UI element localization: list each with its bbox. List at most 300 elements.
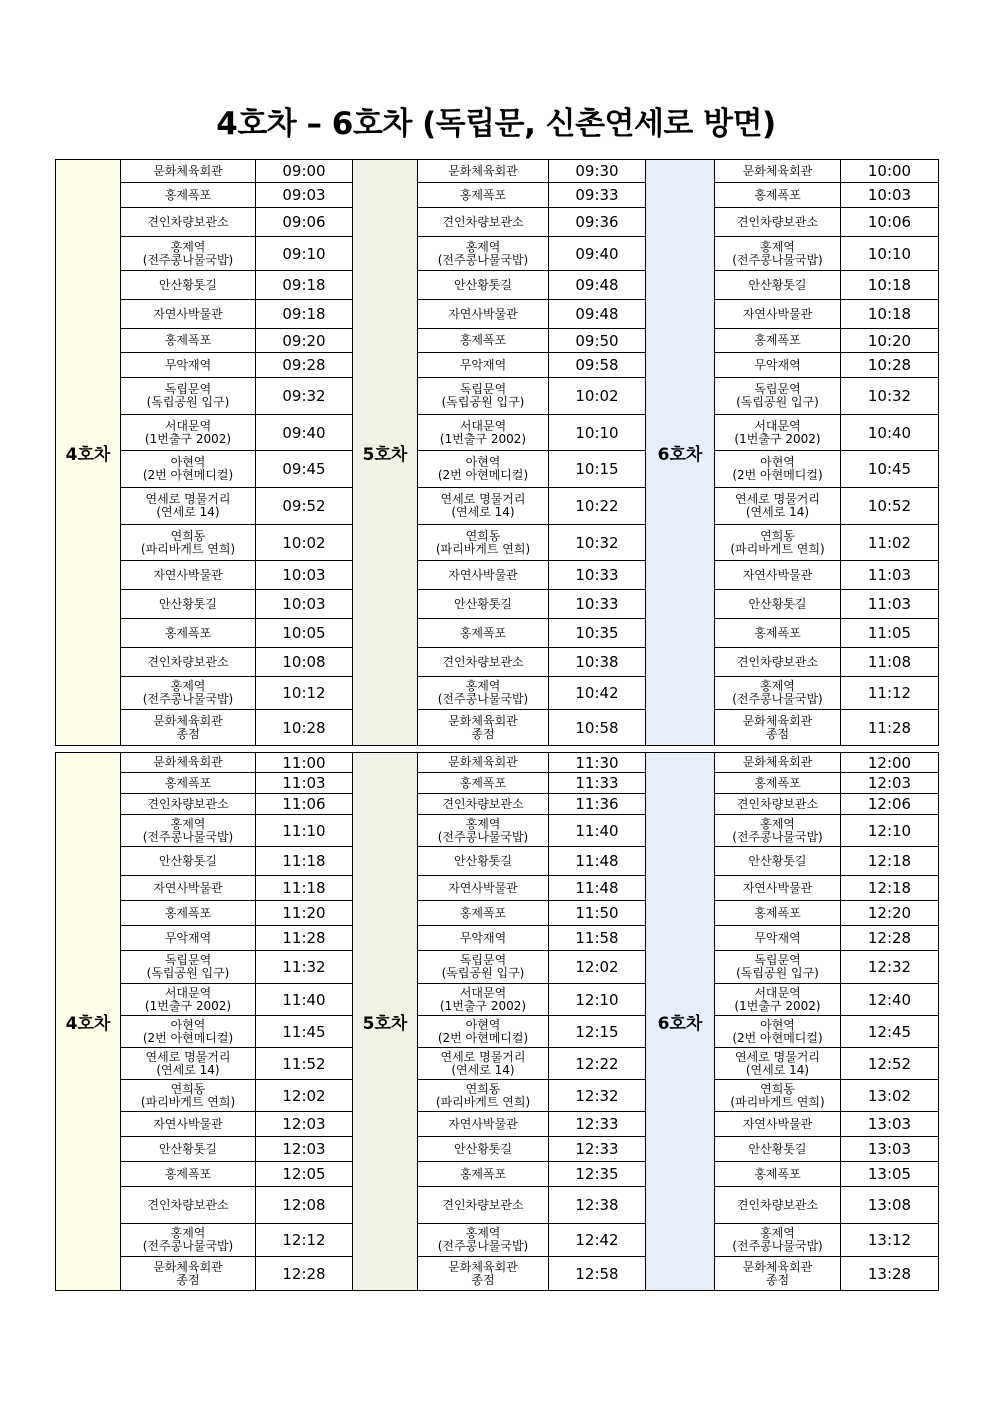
- departure-time: 12:58: [549, 1257, 646, 1291]
- stop-name: [121, 488, 256, 525]
- stop-detail-line: (전주콩나물국밥): [142, 692, 234, 706]
- table-row: [56, 415, 939, 451]
- stop-detail-line: (전주콩나물국밥): [437, 252, 529, 267]
- stop-name-line: 연희동: [760, 1081, 795, 1096]
- stop-name: [418, 753, 549, 773]
- stop-name-line: 연세로 명물거리: [440, 492, 526, 506]
- departure-time: 12:15: [549, 1016, 646, 1048]
- table-row: [56, 300, 939, 329]
- stop-name-line: 연세로 명물거리: [145, 492, 231, 506]
- stop-detail-line: (1번출구 2002): [734, 431, 821, 446]
- stop-name: [121, 300, 256, 329]
- stop-name-line: 아현역: [760, 1017, 795, 1032]
- stop-name-line: 연세로 명물거리: [145, 1049, 231, 1064]
- stop-name-line: 연희동: [170, 1081, 206, 1096]
- departure-time: 12:28: [841, 926, 939, 951]
- stop-name-line: 문화체육회관: [448, 1259, 518, 1274]
- stop-detail-line: (독립공원 입구): [146, 966, 230, 980]
- stop-name-line: 홍제폭포: [164, 1166, 212, 1181]
- departure-time: 09:58: [549, 353, 646, 378]
- table-row: [56, 753, 939, 773]
- stop-name: [121, 183, 256, 208]
- stop-name-line: 안산황톳길: [454, 277, 512, 292]
- stop-detail-line: (전주콩나물국밥): [437, 829, 529, 844]
- stop-name-line: 견인차량보관소: [736, 654, 819, 669]
- departure-time: 10:06: [841, 208, 939, 237]
- stop-name-line: 견인차량보관소: [147, 796, 229, 811]
- stop-name: [418, 773, 549, 794]
- departure-time: 10:42: [549, 677, 646, 710]
- stop-detail-line: (1번출구 2002): [144, 998, 232, 1013]
- stop-name: [121, 847, 256, 876]
- stop-name: [715, 773, 841, 794]
- stop-detail-line: 종점: [176, 1272, 200, 1287]
- stop-name: [418, 237, 549, 271]
- stop-name-line: 견인차량보관소: [147, 654, 229, 669]
- stop-name: [418, 677, 549, 710]
- stop-detail-line: (파리바게트 연희): [730, 1094, 825, 1109]
- stop-name-line: 홍제폭포: [164, 905, 212, 920]
- table-row: [56, 951, 939, 984]
- bus-label: 5호차: [353, 160, 418, 746]
- stop-name-line: 문화체육회관: [742, 755, 813, 769]
- departure-time: 12:52: [841, 1048, 939, 1080]
- stop-name-line: 무악재역: [754, 357, 801, 372]
- stop-detail-line: (전주콩나물국밥): [732, 252, 823, 267]
- stop-name-line: 아현역: [465, 455, 501, 469]
- stop-name: [715, 271, 841, 300]
- table-row: [56, 1048, 939, 1080]
- stop-detail-line: 종점: [471, 1272, 495, 1287]
- stop-name: [715, 488, 841, 525]
- stop-name: [121, 619, 256, 648]
- stop-name-line: 무악재역: [164, 930, 212, 945]
- departure-time: 12:33: [549, 1137, 646, 1162]
- stop-name-line: 연희동: [760, 528, 795, 543]
- stop-name: [121, 876, 256, 901]
- stop-detail-line: (1번출구 2002): [439, 431, 527, 446]
- stop-name: [418, 561, 549, 590]
- departure-time: 10:28: [256, 710, 353, 746]
- stop-name: [715, 847, 841, 876]
- stop-name: [715, 1187, 841, 1224]
- table-row: [56, 590, 939, 619]
- stop-name: [715, 1257, 841, 1291]
- stop-name: [715, 926, 841, 951]
- stop-detail-line: (파리바게트 연희): [140, 1094, 236, 1109]
- stop-name-line: 자연사박물관: [448, 1116, 518, 1131]
- stop-name: [121, 378, 256, 415]
- departure-time: 09:33: [549, 183, 646, 208]
- stop-name: [418, 815, 549, 847]
- departure-time: 10:18: [841, 300, 939, 329]
- stop-name-line: 무악재역: [754, 930, 801, 945]
- stop-name-line: 독립문역: [164, 382, 212, 396]
- departure-time: 10:28: [841, 353, 939, 378]
- table-row: [56, 160, 939, 183]
- departure-time: 09:40: [549, 237, 646, 271]
- departure-time: 12:42: [549, 1224, 646, 1257]
- stop-name: [715, 815, 841, 847]
- departure-time: 12:45: [841, 1016, 939, 1048]
- stop-name-line: 견인차량보관소: [736, 796, 819, 811]
- table-row: [56, 525, 939, 561]
- stop-name: [715, 237, 841, 271]
- stop-name-line: 안산황톳길: [748, 853, 807, 868]
- table-row: [56, 1257, 939, 1291]
- departure-time: 11:28: [256, 926, 353, 951]
- stop-name-line: 홍제역: [170, 816, 206, 831]
- departure-time: 12:06: [841, 794, 939, 815]
- stop-name: [121, 1162, 256, 1187]
- table-row: [56, 378, 939, 415]
- stop-name-line: 안산황톳길: [159, 853, 217, 868]
- stop-name-line: 서대문역: [754, 418, 801, 433]
- stop-name: [121, 1080, 256, 1112]
- stop-name: [418, 876, 549, 901]
- stop-name: [121, 271, 256, 300]
- stop-name: [418, 648, 549, 677]
- stop-name: [418, 1224, 549, 1257]
- stop-name-line: 서대문역: [754, 985, 801, 1000]
- departure-time: 09:28: [256, 353, 353, 378]
- stop-name: [418, 1257, 549, 1291]
- departure-time: 12:00: [841, 753, 939, 773]
- stop-name-line: 홍제폭포: [459, 187, 507, 202]
- departure-time: 10:12: [256, 677, 353, 710]
- stop-name-line: 아현역: [760, 455, 795, 469]
- stop-name: [715, 451, 841, 488]
- stop-name: [121, 1016, 256, 1048]
- departure-time: 12:32: [549, 1080, 646, 1112]
- departure-time: 11:10: [256, 815, 353, 847]
- stop-name: [715, 590, 841, 619]
- stop-name-line: 홍제역: [760, 679, 795, 693]
- stop-name: [418, 1112, 549, 1137]
- stop-name: [121, 648, 256, 677]
- departure-time: 12:28: [256, 1257, 353, 1291]
- departure-time: 10:18: [841, 271, 939, 300]
- stop-name-line: 문화체육회관: [742, 713, 813, 728]
- stop-name-line: 문화체육회관: [448, 755, 518, 769]
- table-row: [56, 794, 939, 815]
- stop-name-line: 홍제폭포: [164, 187, 212, 202]
- table-row: [56, 1187, 939, 1224]
- stop-name: [121, 951, 256, 984]
- table-row: [56, 488, 939, 525]
- stop-detail-line: (독립공원 입구): [441, 966, 525, 980]
- departure-time: 10:02: [256, 525, 353, 561]
- departure-time: 10:10: [841, 237, 939, 271]
- departure-time: 12:38: [549, 1187, 646, 1224]
- stop-name: [715, 329, 841, 353]
- stop-name-line: 연세로 명물거리: [440, 1049, 526, 1064]
- stop-name-line: 문화체육회관: [153, 1259, 223, 1274]
- departure-time: 11:30: [549, 753, 646, 773]
- stop-name: [418, 415, 549, 451]
- stop-name-line: 서대문역: [164, 418, 212, 433]
- stop-detail-line: (2번 아현메디컬): [732, 1030, 823, 1045]
- stop-detail-line: (2번 아현메디컬): [437, 1030, 529, 1045]
- departure-time: 13:03: [841, 1137, 939, 1162]
- stop-name-line: 독립문역: [459, 382, 507, 396]
- stop-name-line: 홍제폭포: [754, 187, 801, 202]
- stop-name: [418, 451, 549, 488]
- stop-detail-line: (전주콩나물국밥): [142, 1239, 234, 1253]
- departure-time: 12:22: [549, 1048, 646, 1080]
- departure-time: 11:32: [256, 951, 353, 984]
- stop-detail-line: (연세로 14): [745, 505, 810, 519]
- stop-name: [715, 1112, 841, 1137]
- stop-name-line: 독립문역: [754, 953, 801, 967]
- stop-name: [715, 901, 841, 926]
- stop-detail-line: 종점: [765, 726, 790, 741]
- departure-time: 11:45: [256, 1016, 353, 1048]
- stop-name-line: 연희동: [465, 1081, 501, 1096]
- stop-name: [715, 525, 841, 561]
- stop-name-line: 홍제역: [760, 1226, 795, 1240]
- table-row: [56, 876, 939, 901]
- stop-name-line: 홍제역: [760, 816, 795, 831]
- departure-time: 12:03: [256, 1137, 353, 1162]
- departure-time: 10:33: [549, 590, 646, 619]
- departure-time: 11:36: [549, 794, 646, 815]
- table-row: [56, 901, 939, 926]
- departure-time: 11:06: [256, 794, 353, 815]
- departure-time: 09:06: [256, 208, 353, 237]
- stop-name: [418, 926, 549, 951]
- stop-name-line: 무악재역: [164, 357, 212, 372]
- stop-name-line: 홍제폭포: [754, 333, 801, 347]
- stop-name: [715, 1137, 841, 1162]
- stop-name-line: 자연사박물관: [153, 1116, 223, 1131]
- stop-name-line: 서대문역: [459, 418, 507, 433]
- stop-name: [121, 1187, 256, 1224]
- stop-name-line: 견인차량보관소: [442, 1197, 524, 1212]
- stop-name: [121, 1137, 256, 1162]
- stop-name: [418, 847, 549, 876]
- stop-name: [121, 415, 256, 451]
- stop-name: [418, 1016, 549, 1048]
- stop-detail-line: (연세로 14): [451, 1062, 515, 1077]
- stop-name-line: 문화체육회관: [153, 713, 223, 728]
- stop-detail-line: 종점: [471, 726, 495, 741]
- departure-time: 11:02: [841, 525, 939, 561]
- departure-time: 09:03: [256, 183, 353, 208]
- page-title: 4호차 – 6호차 (독립문, 신촌연세로 방면): [216, 106, 776, 142]
- stop-name: [121, 208, 256, 237]
- stop-name: [418, 183, 549, 208]
- stop-name-line: 견인차량보관소: [736, 214, 819, 229]
- stop-detail-line: (전주콩나물국밥): [732, 1239, 823, 1253]
- departure-time: 11:20: [256, 901, 353, 926]
- bus-label: 6호차: [646, 160, 715, 746]
- stop-name: [418, 1162, 549, 1187]
- stop-name-line: 서대문역: [164, 985, 212, 1000]
- departure-time: 09:36: [549, 208, 646, 237]
- departure-time: 12:03: [841, 773, 939, 794]
- departure-time: 09:45: [256, 451, 353, 488]
- stop-name: [121, 1224, 256, 1257]
- stop-name: [418, 1137, 549, 1162]
- table-row: [56, 561, 939, 590]
- stop-name-line: 독립문역: [754, 382, 801, 396]
- stop-name: [715, 1080, 841, 1112]
- stop-detail-line: (파리바게트 연희): [435, 541, 531, 556]
- schedule-table-morning: [55, 159, 939, 746]
- departure-time: 10:32: [841, 378, 939, 415]
- stop-name: [121, 794, 256, 815]
- stop-name: [715, 619, 841, 648]
- departure-time: 10:52: [841, 488, 939, 525]
- stop-name: [715, 1224, 841, 1257]
- table-row: [56, 648, 939, 677]
- departure-time: 10:00: [841, 160, 939, 183]
- departure-time: 10:45: [841, 451, 939, 488]
- stop-name-line: 홍제폭포: [459, 905, 507, 920]
- departure-time: 11:05: [841, 619, 939, 648]
- stop-name-line: 홍제역: [170, 239, 206, 254]
- stop-name-line: 견인차량보관소: [442, 214, 524, 229]
- stop-name-line: 홍제역: [465, 1226, 501, 1240]
- departure-time: 11:08: [841, 648, 939, 677]
- stop-detail-line: (전주콩나물국밥): [732, 829, 823, 844]
- departure-time: 10:15: [549, 451, 646, 488]
- stop-name-line: 안산황톳길: [159, 596, 217, 611]
- table-row: [56, 329, 939, 353]
- stop-name: [715, 1048, 841, 1080]
- stop-name-line: 문화체육회관: [153, 163, 223, 178]
- departure-time: 13:05: [841, 1162, 939, 1187]
- stop-detail-line: (전주콩나물국밥): [437, 1239, 529, 1253]
- departure-time: 09:32: [256, 378, 353, 415]
- stop-name-line: 자연사박물관: [742, 880, 813, 895]
- stop-name: [715, 951, 841, 984]
- stop-name-line: 무악재역: [459, 357, 507, 372]
- departure-time: 10:10: [549, 415, 646, 451]
- departure-time: 09:20: [256, 329, 353, 353]
- stop-name: [715, 677, 841, 710]
- stop-name: [715, 353, 841, 378]
- stop-detail-line: (파리바게트 연희): [140, 541, 236, 556]
- bus-label: 4호차: [56, 753, 121, 1291]
- bus-label: 6호차: [646, 753, 715, 1291]
- stop-name: [715, 984, 841, 1016]
- stop-name-line: 자연사박물관: [448, 306, 518, 321]
- departure-time: 12:33: [549, 1112, 646, 1137]
- stop-detail-line: (2번 아현메디컬): [437, 468, 529, 482]
- departure-time: 11:00: [256, 753, 353, 773]
- stop-name: [715, 378, 841, 415]
- departure-time: 12:10: [549, 984, 646, 1016]
- stop-name-line: 홍제폭포: [754, 905, 801, 920]
- stop-detail-line: (독립공원 입구): [146, 395, 230, 409]
- departure-time: 09:48: [549, 300, 646, 329]
- stop-name-line: 안산황톳길: [159, 1141, 217, 1156]
- stop-name: [715, 1162, 841, 1187]
- stop-name-line: 자연사박물관: [742, 1116, 813, 1131]
- table-row: [56, 773, 939, 794]
- departure-time: 12:03: [256, 1112, 353, 1137]
- departure-time: 12:08: [256, 1187, 353, 1224]
- stop-detail-line: (연세로 14): [156, 1062, 220, 1077]
- stop-name: [121, 561, 256, 590]
- stop-detail-line: (1번출구 2002): [144, 431, 232, 446]
- stop-name-line: 아현역: [170, 1017, 206, 1032]
- stop-detail-line: (파리바게트 연희): [435, 1094, 531, 1109]
- stop-name: [418, 984, 549, 1016]
- stop-name-line: 안산황톳길: [454, 853, 512, 868]
- departure-time: 10:03: [256, 590, 353, 619]
- stop-name-line: 자연사박물관: [448, 567, 518, 582]
- stop-name: [418, 590, 549, 619]
- stop-name: [418, 208, 549, 237]
- stop-name-line: 안산황톳길: [748, 1141, 807, 1156]
- departure-time: 12:02: [549, 951, 646, 984]
- stop-name: [715, 300, 841, 329]
- departure-time: 09:40: [256, 415, 353, 451]
- stop-name: [418, 710, 549, 746]
- stop-name-line: 자연사박물관: [448, 880, 518, 895]
- stop-name: [715, 794, 841, 815]
- stop-name: [121, 926, 256, 951]
- departure-time: 13:28: [841, 1257, 939, 1291]
- departure-time: 12:05: [256, 1162, 353, 1187]
- departure-time: 09:00: [256, 160, 353, 183]
- departure-time: 13:12: [841, 1224, 939, 1257]
- departure-time: 11:58: [549, 926, 646, 951]
- departure-time: 11:48: [549, 847, 646, 876]
- stop-detail-line: (독립공원 입구): [736, 395, 819, 409]
- departure-time: 13:03: [841, 1112, 939, 1137]
- departure-time: 09:30: [549, 160, 646, 183]
- departure-time: 10:33: [549, 561, 646, 590]
- stop-name: [121, 1112, 256, 1137]
- stop-detail-line: (독립공원 입구): [441, 395, 525, 409]
- table-row: [56, 353, 939, 378]
- departure-time: 09:18: [256, 271, 353, 300]
- stop-name-line: 홍제폭포: [164, 775, 212, 790]
- stop-name: [418, 1187, 549, 1224]
- stop-name-line: 아현역: [465, 1017, 501, 1032]
- stop-detail-line: (1번출구 2002): [439, 998, 527, 1013]
- stop-name: [121, 329, 256, 353]
- departure-time: 10:35: [549, 619, 646, 648]
- stop-name-line: 무악재역: [459, 930, 507, 945]
- stop-detail-line: (전주콩나물국밥): [732, 692, 823, 706]
- stop-name: [418, 378, 549, 415]
- stop-name-line: 문화체육회관: [448, 713, 518, 728]
- stop-name: [715, 183, 841, 208]
- departure-time: 12:12: [256, 1224, 353, 1257]
- stop-name-line: 독립문역: [459, 953, 507, 967]
- departure-time: 12:40: [841, 984, 939, 1016]
- departure-time: 09:48: [549, 271, 646, 300]
- stop-detail-line: (2번 아현메디컬): [142, 1030, 234, 1045]
- stop-detail-line: (연세로 14): [156, 505, 220, 519]
- stop-name: [418, 353, 549, 378]
- departure-time: 09:18: [256, 300, 353, 329]
- stop-name: [418, 901, 549, 926]
- stop-name-line: 자연사박물관: [153, 880, 223, 895]
- departure-time: 09:52: [256, 488, 353, 525]
- departure-time: 10:40: [841, 415, 939, 451]
- departure-time: 12:18: [841, 847, 939, 876]
- departure-time: 10:22: [549, 488, 646, 525]
- stop-name: [715, 208, 841, 237]
- stop-name-line: 연희동: [465, 528, 501, 543]
- table-row: [56, 677, 939, 710]
